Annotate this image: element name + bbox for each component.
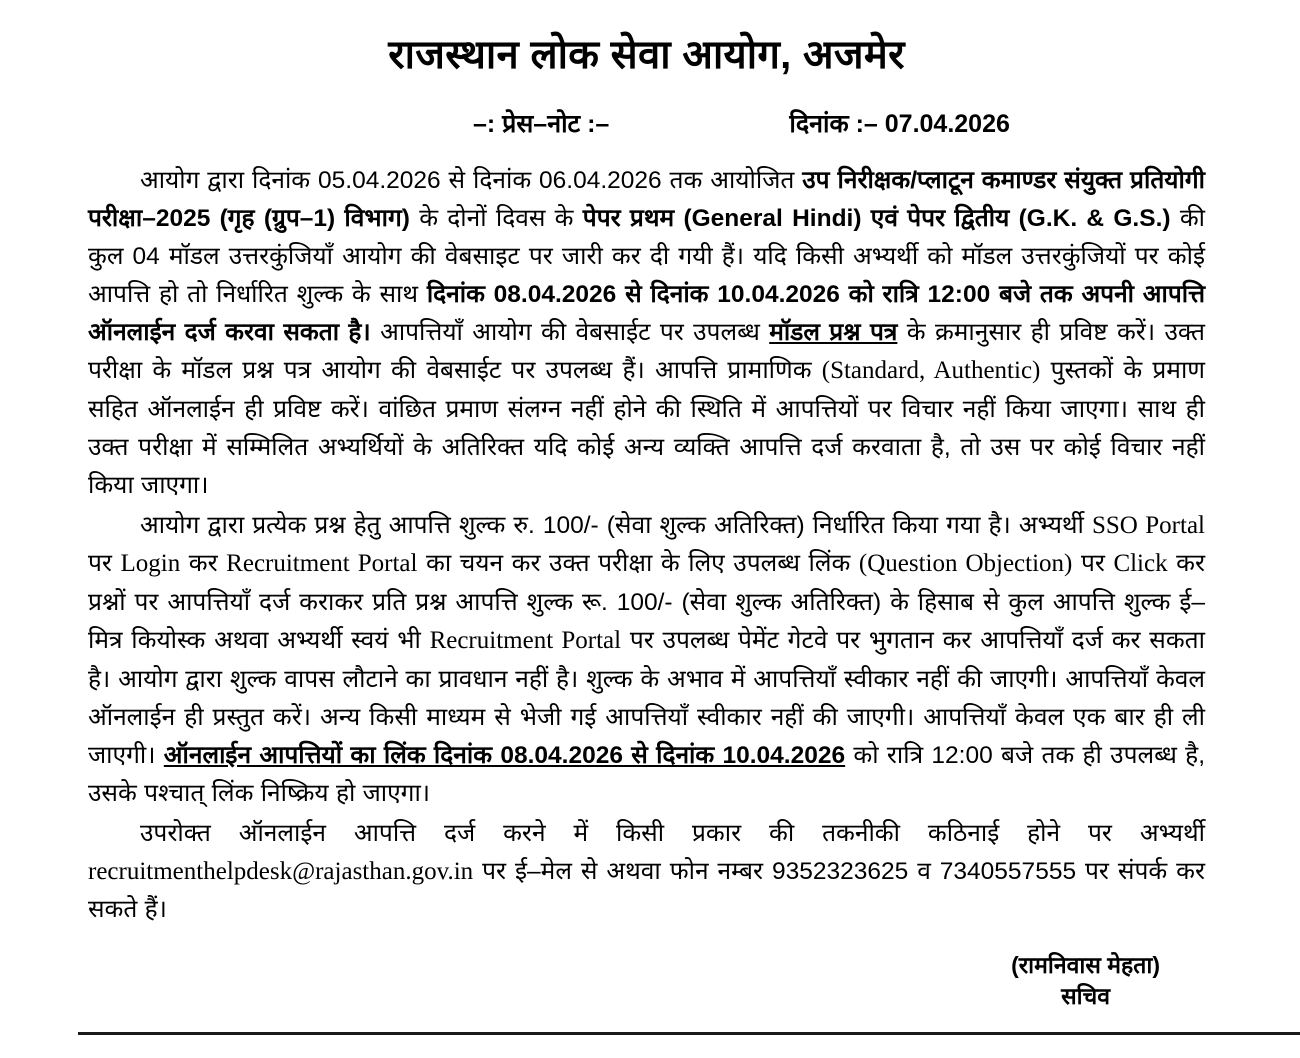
signatory-designation: सचिव — [1061, 983, 1110, 1010]
p2-question-objection: (Question Objection) — [858, 550, 1073, 578]
paragraph-2 — [88, 507, 1205, 813]
p1-objection-window: दिनांक 08.04.2026 से दिनांक 10.04.2026 को रात्रि 12:00 बजे तक अपनी आपत्ति ऑनलाईन दर्ज करवा सकता है। — [88, 280, 1206, 346]
signatory-name: (रामनिवास मेहता) — [1011, 952, 1160, 978]
p2-seg-9: पर — [1072, 550, 1114, 578]
p2-seg-15: को रात्रि 12:00 बजे तक ही उपलब्ध है, उसके पश्चात् लिंक निष्क्रिय हो जाएगा। — [88, 741, 1205, 807]
p1-paper-second: एवं पेपर द्वितीय — [861, 204, 1019, 232]
p1-seg-3: के दोनों दिवस के — [409, 204, 583, 232]
p2-seg-5: कर — [180, 550, 227, 578]
p1-seg-12: के क्रमानुसार ही प्रविष्ट करें। उक्त परीक्षा के मॉडल प्रश्न पत्र आयोग की वेबसाईट पर उपलब्ध हैं। आपत्ति प्रामाणिक — [88, 318, 1206, 384]
p2-login: Login — [120, 550, 181, 578]
p2-seg-13: पर उपलब्ध पेमेंट गेटवे पर भुगतान कर आपत्तियाँ दर्ज कर सकता है। आयोग द्वारा शुल्क वापस लौटाने का प्रावधान नहीं है। शुल्क के अभाव में आपत्तियाँ स्वीकार नहीं की जाएगी। आपत्तियाँ केवल ऑनलाईन ही प्रस्तुत करें। अन्य किसी माध्यम से भेजी गई आपत्तियाँ स्वीकार नहीं की जाएगी। आपत्तियाँ केवल एक बार ही ली जाएगी। — [88, 626, 1205, 769]
p2-seg-7: का चयन कर उक्त परीक्षा के लिए उपलब्ध लिंक — [417, 550, 859, 578]
page-title: राजस्थान लोक सेवा आयोग, अजमेर — [388, 33, 905, 77]
p2-recruitment-portal: Recruitment Portal — [226, 550, 418, 578]
p2-seg-3: पर — [88, 550, 121, 578]
p1-seg-1: आयोग द्वारा दिनांक 05.04.2026 से दिनांक 06.04.2026 तक आयोजित — [140, 167, 803, 194]
document-body — [88, 162, 1205, 929]
p1-paper-first-en: (General Hindi) — [683, 204, 862, 232]
p1-seg-8: की कुल 04 मॉडल उत्तरकुंजियाँ आयोग की वेबसाइट पर जारी कर दी गयी हैं। यदि किसी अभ्यर्थी को मॉडल उत्तरकुंजियों पर कोई आपत्ति हो तो निर्धारित शुल्क के साथ — [88, 204, 1206, 308]
p1-seg-14: पुस्तकों के प्रमाण सहित ऑनलाईन ही प्रविष्ट करें। वांछित प्रमाण संलग्न नहीं होने की स्थिति में आपत्तियों पर विचार नहीं किया जाएगा। साथ ही उक्त परीक्षा में सम्मिलित अभ्यर्थियों के अतिरिक्त यदि कोई अन्य व्यक्ति आपत्ति दर्ज करवाता है, तो उस पर कोई विचार नहीं किया जाएगा। — [88, 356, 1205, 499]
p3-seg-1: उपरोक्त ऑनलाईन आपत्ति दर्ज करने में किसी प्रकार की तकनीकी कठिनाई होने पर अभ्यर्थी — [140, 819, 1205, 847]
p1-paper-first: पेपर प्रथम — [582, 204, 684, 232]
p2-recruitment-portal-2: Recruitment Portal — [429, 626, 622, 654]
p2-sso-portal: SSO Portal — [1091, 511, 1205, 539]
paragraph-1 — [88, 162, 1205, 505]
p2-click: Click — [1113, 550, 1168, 578]
p1-model-question-paper: मॉडल प्रश्न पत्र — [769, 318, 898, 346]
helpdesk-email: recruitmenthelpdesk@rajasthan.gov.in — [88, 857, 474, 885]
p3-seg-3: पर ई–मेल से अथवा फोन नम्बर 9352323625 व 7340557555 पर संपर्क कर सकते हैं। — [88, 857, 1205, 924]
document-date: दिनांक :– 07.04.2026 — [789, 110, 1010, 138]
p2-seg-11: कर प्रश्नों पर आपत्तियाँ दर्ज कराकर प्रति प्रश्न आपत्ति शुल्क रू. 100/- (सेवा शुल्क अतिरिक्त) के हिसाब से कुल आपत्ति शुल्क ई–मित्र कियोस्क अथवा अभ्यर्थी स्वयं भी — [88, 550, 1205, 654]
p1-exam-name: उप निरीक्षक/प्लाटून कमाण्डर संयुक्त प्रतियोगी परीक्षा–2025 (गृह (ग्रुप–1) विभाग) — [88, 167, 1205, 232]
p1-seg-10: आपत्तियाँ आयोग की वेबसाईट पर उपलब्ध — [370, 318, 770, 346]
p1-standard-authentic: (Standard, Authentic) — [821, 356, 1041, 384]
paragraph-3 — [88, 815, 1205, 930]
footer-divider — [78, 1032, 1300, 1035]
p1-paper-second-en: (G.K. & G.S.) — [1018, 204, 1171, 232]
p2-online-objection-link-window: ऑनलाईन आपत्तियों का लिंक दिनांक 08.04.2026 से दिनांक 10.04.2026 — [163, 741, 846, 769]
p2-seg-1: आयोग द्वारा प्रत्येक प्रश्न हेतु आपत्ति शुल्क रु. 100/- (सेवा शुल्क अतिरिक्त) निर्धारित किया गया है। अभ्यर्थी — [140, 511, 1092, 539]
press-note-label: –: प्रेस–नोट :– — [473, 110, 610, 138]
subheader-row — [88, 106, 1205, 140]
signature-block — [1011, 950, 1160, 1012]
